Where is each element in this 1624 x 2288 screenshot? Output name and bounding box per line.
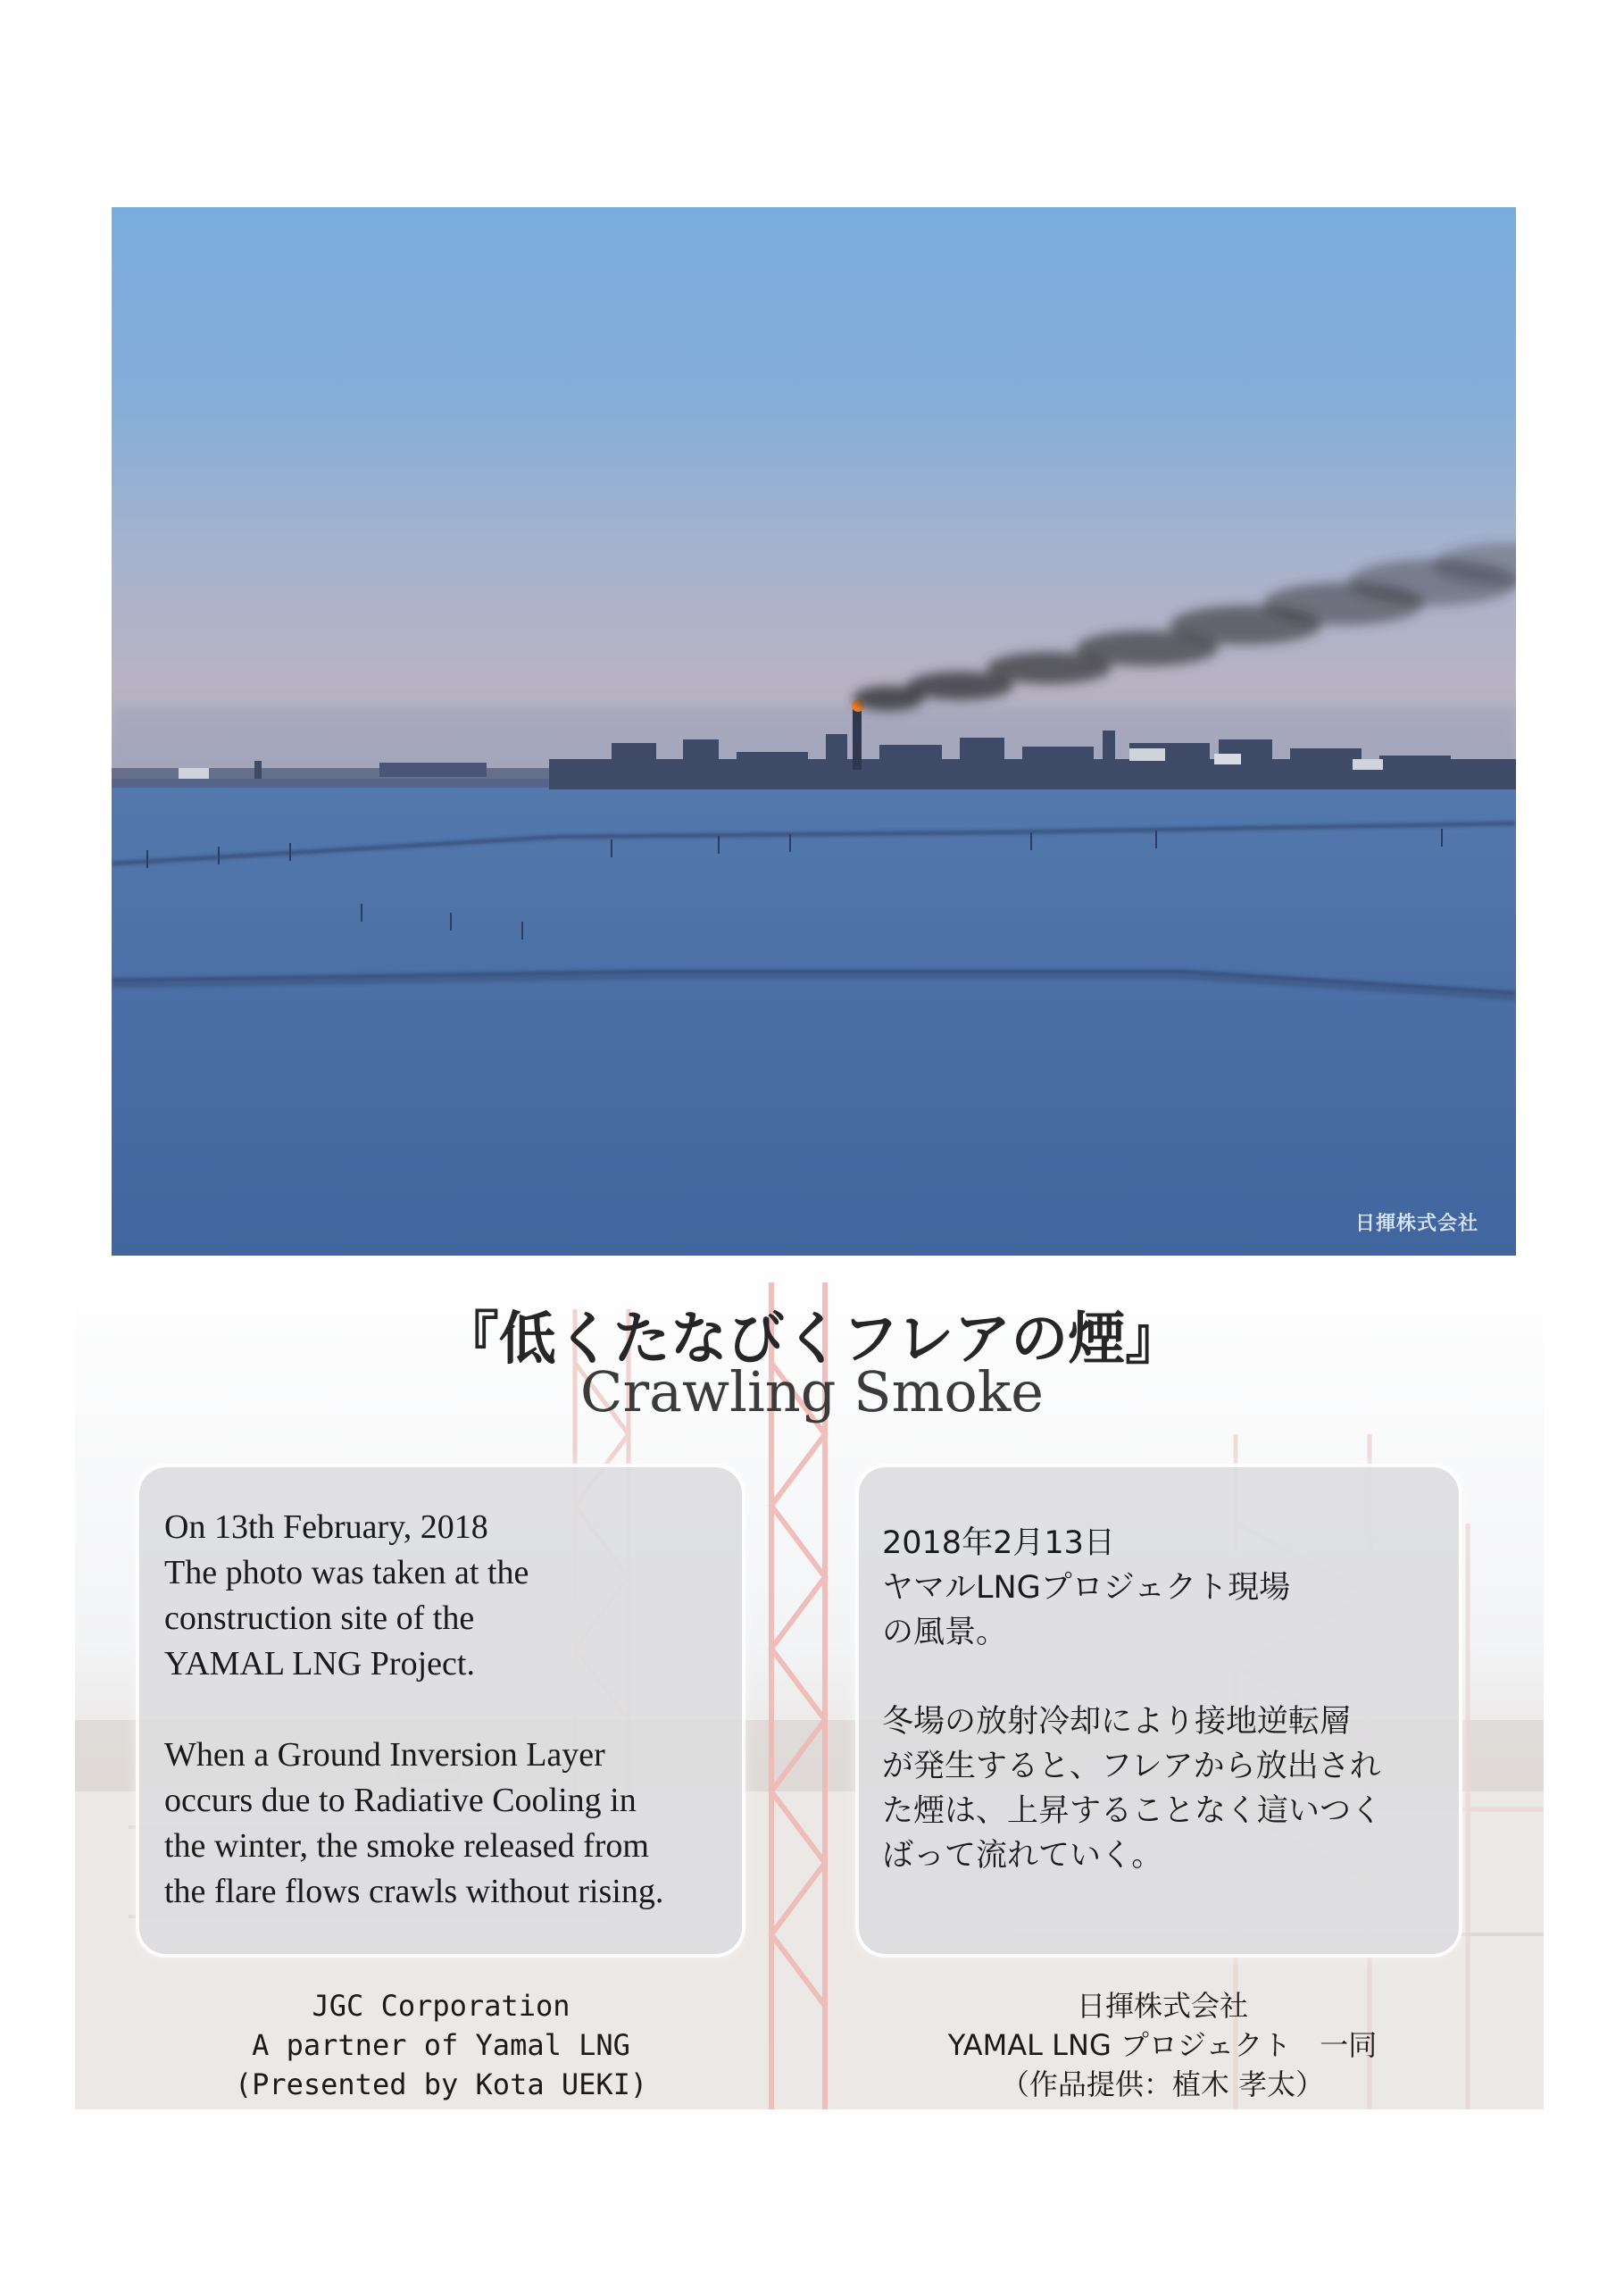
footer-company-jp: 日揮株式会社 [1076,1989,1248,2023]
jp-line-2: ヤマルLNGプロジェクト現場 [882,1570,1291,1606]
en-line-5: When a Ground Inversion Layer [164,1736,605,1774]
title-english: Crawling Smoke [580,1359,1044,1424]
sky [112,207,1516,779]
description-box-japanese [859,1467,1459,1954]
en-line-3: construction site of the [164,1599,475,1637]
title-japanese: 『低くたなびくフレアの煙』 [441,1307,1183,1373]
photo-credit: 日揮株式会社 [1354,1213,1478,1235]
en-line-2: The photo was taken at the [164,1554,529,1591]
footer-english [173,1986,709,2104]
yamal-lng-landscape-image [112,207,1516,1256]
jp-line-6: た煙は、上昇することなく這いつく [882,1793,1383,1829]
footer-company: JGC Corporation [312,1989,570,2023]
jp-line-3: の風景。 [882,1615,1008,1650]
en-line-8: the flare flows crawls without rising. [164,1873,664,1910]
hero-photo [112,207,1516,1256]
footer-japanese [895,1986,1430,2104]
description-box-english [139,1467,742,1954]
footer-partner: A partner of Yamal LNG [252,2028,630,2062]
footer-presenter: (Presented by Kota UEKI) [234,2067,648,2101]
jp-line-4: 冬場の放射冷却により接地逆転層 [882,1704,1352,1740]
flare-stack [853,707,862,770]
en-line-6: occurs due to Radiative Cooling in [164,1782,637,1819]
en-line-date: On 13th February, 2018 [164,1508,488,1546]
jp-line-5: が発生すると、フレアから放出され [882,1749,1381,1784]
en-line-7: the winter, the smoke released from [164,1827,649,1865]
jp-line-7: ばって流れていく。 [882,1838,1163,1874]
footer-presenter-jp: （作品提供：植木 孝太） [1000,2067,1325,2101]
jp-line-date: 2018年2月13日 [882,1525,1115,1561]
footer-project-jp: YAMAL LNG プロジェクト 一同 [947,2028,1378,2062]
en-line-4: YAMAL LNG Project. [164,1645,475,1683]
